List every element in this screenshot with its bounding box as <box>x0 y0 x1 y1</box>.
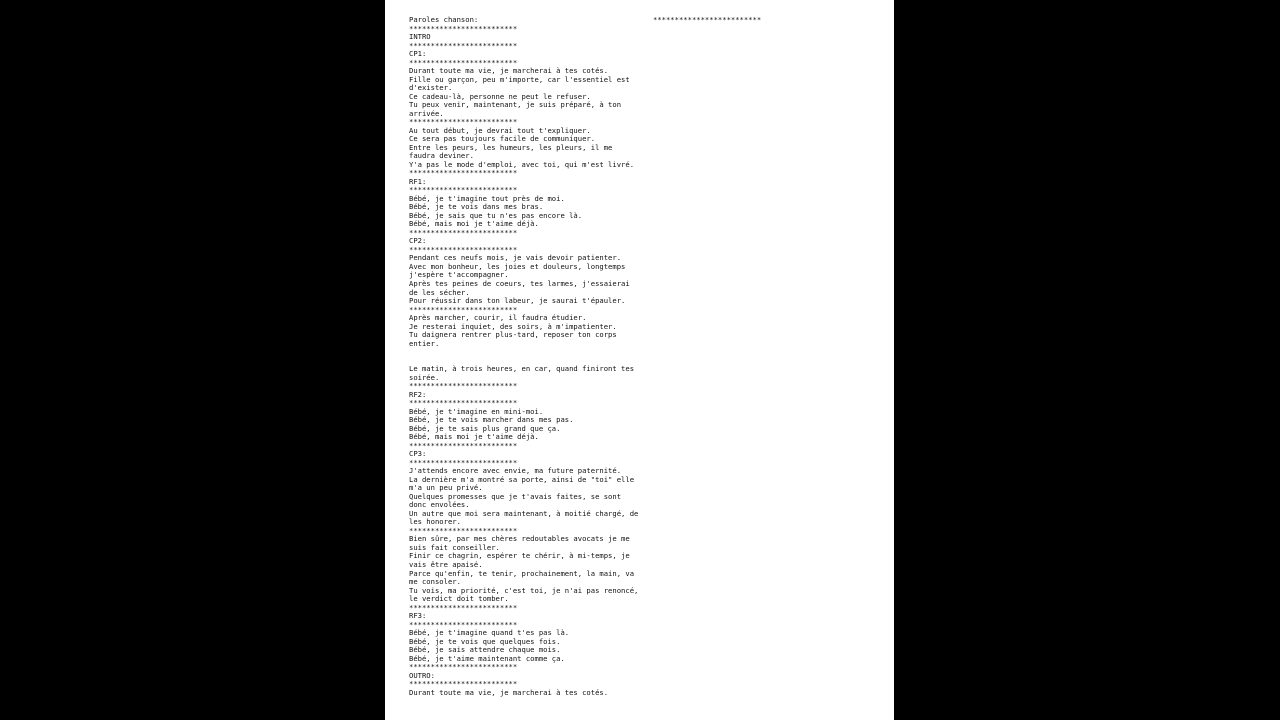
separator-line: ************************* <box>409 619 518 629</box>
separator-line: ************************* <box>409 117 518 127</box>
lyric-line: Pendant ces neufs mois, je vais devoir patienter. <box>409 253 622 263</box>
lyric-line: Finir ce chagrin, espérer te chérir, à mi-temps, je vais être apaisé. <box>409 551 635 569</box>
lyric-line: Bébé, mais moi je t'aime déjà. <box>409 219 539 229</box>
separator-line: ************************* <box>409 525 518 535</box>
lyric-line: Je resterai inquiet, des soirs, à m'impatienter. <box>409 321 617 331</box>
lyric-line: Bébé, je t'aime maintenant comme ça. <box>409 653 565 663</box>
separator-line: ************************* <box>409 57 518 67</box>
lyric-line: Tu peux venir, maintenant, je suis préparé, à ton arrivée. <box>409 100 626 118</box>
lyric-line: Bébé, je te sais plus grand que ça. <box>409 423 561 433</box>
lyric-line: Bébé, je t'imagine tout près de moi. <box>409 193 565 203</box>
lyric-line: Parce qu'enfin, te tenir, prochainement, la main, va me consoler. <box>409 568 639 587</box>
document-page <box>385 0 894 720</box>
lyric-line: Bébé, je te vois dans mes bras. <box>409 202 544 212</box>
lyric-line: RF2: <box>409 389 427 399</box>
separator-line: ************************* <box>409 679 518 689</box>
lyric-line: Bébé, je sais attendre chaque mois. <box>409 645 561 655</box>
lyric-line: Bébé, je te vois marcher dans mes pas. <box>409 415 574 425</box>
lyric-line: Après marcher, courir, il faudra étudier. <box>409 313 587 323</box>
lyric-line: Durant toute ma vie, je marcherai à tes cotés. <box>409 687 609 697</box>
lyric-line: Bébé, je t'imagine en mini-moi. <box>409 406 544 416</box>
right-separator: ************************* <box>653 15 762 24</box>
separator-line: ************************* <box>409 244 518 254</box>
separator-line: ************************* <box>409 398 518 408</box>
lyric-line: CP2: <box>409 236 427 246</box>
lyric-line: Bébé, je t'imagine quand t'es pas là. <box>409 628 570 638</box>
lyric-line: Bébé, je te vois que quelques fois. <box>409 636 561 646</box>
lyric-line: J'attends encore avec envie, ma future paternité. <box>409 466 622 476</box>
lyric-line: Tu vois, ma priorité, c'est toi, je n'ai pas renoncé, le verdict doit tomber. <box>409 585 643 604</box>
separator-line: ************************* <box>409 457 518 467</box>
lyric-line: CP1: <box>409 49 427 59</box>
separator-line: ************************* <box>409 381 518 391</box>
lyric-line: INTRO <box>409 32 431 42</box>
lyric-line: Avec mon bonheur, les joies et douleurs, longtemps j'espère t'accompagner. <box>409 261 630 280</box>
separator-line: ************************* <box>409 662 518 672</box>
separator-line: ************************* <box>409 23 518 33</box>
lyric-line: Le matin, à trois heures, en car, quand finiront tes soirée. <box>409 364 639 382</box>
lyric-line: Bien sûre, par mes chères redoutables avocats je me suis fait conseiller. <box>409 534 635 552</box>
separator-line: ************************* <box>409 40 518 50</box>
lyric-line: Bébé, mais moi je t'aime déjà. <box>409 432 539 442</box>
lyric-line: Durant toute ma vie, je marcherai à tes cotés. <box>409 66 609 76</box>
lyrics-column <box>409 15 643 697</box>
lyric-line: Y'a pas le mode d'emploi, avec toi, qui m'est livré. <box>409 159 635 169</box>
lyric-line: Au tout début, je devrai tout t'expliquer. <box>409 125 591 135</box>
lyric-line: Entre les peurs, les humeurs, les pleurs, il me faudra deviner. <box>409 142 617 161</box>
separator-line: ************************* <box>409 168 518 178</box>
lyric-line: Paroles chanson: <box>409 15 479 24</box>
separator-line: ************************* <box>409 304 518 314</box>
lyric-line: Après tes peines de coeurs, tes larmes, j'essaierai de les sécher. <box>409 278 635 297</box>
separator-line: ************************* <box>409 185 518 195</box>
separator-line: ************************* <box>409 440 518 450</box>
lyric-line: RF1: <box>409 176 427 186</box>
lyric-line: Pour réussir dans ton labeur, je saurai t'épauler. <box>409 296 626 306</box>
lyric-line: Ce cadeau-là, personne ne peut le refuser. <box>409 91 591 101</box>
lyric-line: CP3: <box>409 449 427 459</box>
separator-line: ************************* <box>409 227 518 237</box>
lyric-line: Bébé, je sais que tu n'es pas encore là. <box>409 210 583 220</box>
separator-line: ************************* <box>409 602 518 612</box>
lyric-line: Ce sera pas toujours facile de communiquer. <box>409 134 596 144</box>
lyric-line: Fille ou garçon, peu m'importe, car l'essentiel est d'exister. <box>409 74 635 93</box>
lyric-line: La dernière m'a montré sa porte, ainsi de "toi" elle m'a un peu privé. <box>409 474 639 493</box>
lyric-line: RF3: <box>409 611 427 621</box>
lyric-line: Quelques promesses que je t'avais faites, se sont donc envolées. <box>409 491 626 510</box>
lyric-line: Tu daignera rentrer plus-tard, reposer ton corps entier. <box>409 330 622 348</box>
blank-line <box>409 348 639 357</box>
lyric-line: OUTRO: <box>409 670 435 680</box>
lyric-line: Un autre que moi sera maintenant, à moitié chargé, de les honorer. <box>409 508 643 527</box>
